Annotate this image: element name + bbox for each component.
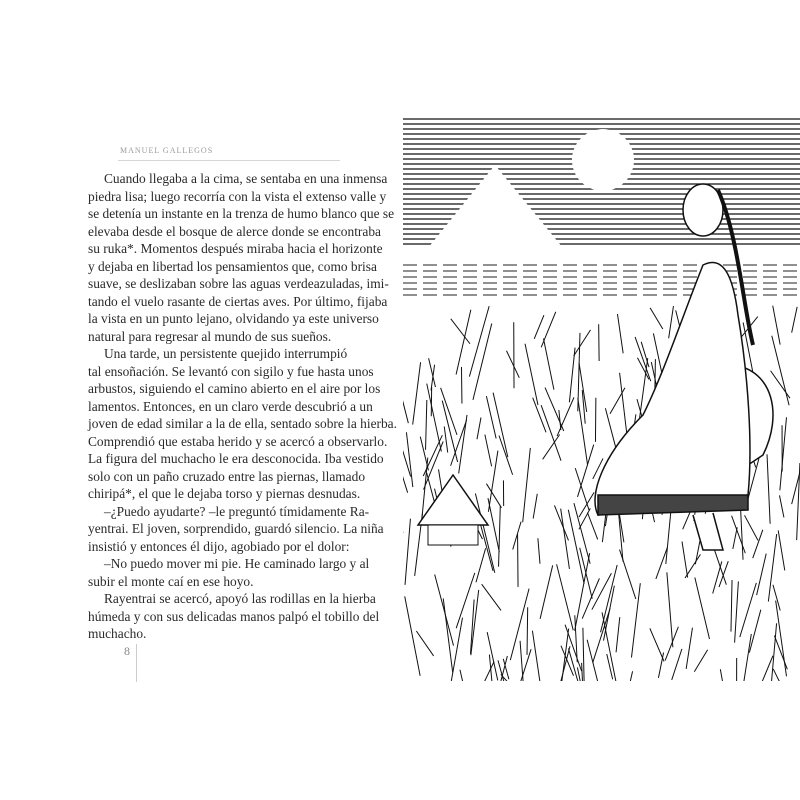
text-line: Cuando llegaba a la cima, se sentaba en una inmensa [104, 171, 388, 186]
text-line: chiripá*, el que le dejaba torso y piernas desnudas. [88, 486, 361, 501]
text-line: la vista en un punto lejano, olvidando ya este universo [88, 311, 379, 326]
text-line: –No puedo mover mi pie. He caminado largo y al [104, 556, 370, 571]
paragraph [88, 170, 395, 345]
header-rule [118, 160, 340, 161]
text-line: Rayentrai se acercó, apoyó las rodillas en la hierba [104, 591, 376, 606]
text-line: tal ensoñación. Se levantó con sigilo y fue hasta unos [88, 363, 374, 379]
paragraph [88, 555, 370, 590]
text-line: subir el monte caí en ese hoyo. [88, 573, 254, 589]
page-number: 8 [124, 644, 130, 658]
text-line: muchacho. [88, 626, 147, 641]
body-text [88, 170, 397, 643]
text-line: se detenía un instante en la trenza de humo blanco que se [88, 206, 395, 221]
text-line: su ruka*. Momentos después miraba hacia el horizonte [88, 241, 383, 256]
text-line: joven de edad similar a la de ella, sentado sobre la hierba. [88, 416, 397, 431]
text-line: yentrai. El joven, sorprendido, guardó silencio. La niña [88, 521, 384, 536]
page-number-rule [136, 644, 137, 682]
text-line: insistió y entonces él dijo, agobiado por el dolor: [88, 538, 350, 554]
text-line: suave, se deslizaban sobre las aguas verdeazuladas, imi- [88, 276, 389, 291]
text-line: lamentos. Entonces, en un claro verde descubrió a un [88, 398, 373, 414]
paragraph [88, 590, 380, 643]
text-line: piedra lisa; luego recorría con la vista el extenso valle y [88, 188, 387, 204]
sun [572, 129, 634, 191]
text-line: y dejaba en libertad los pensamientos que, como brisa [88, 258, 377, 274]
text-line: húmeda y con sus delicadas manos palpó el tobillo del [88, 608, 380, 624]
text-line: natural para regresar al mundo de sus sueños. [88, 328, 332, 344]
text-line: –¿Puedo ayudarte? –le preguntó tímidamente Ra- [104, 503, 370, 519]
illustration-woman-seated-in-grass [403, 115, 800, 681]
text-line: arbustos, siguiendo el camino abierto en el aire por los [88, 381, 381, 396]
text-line: solo con un paño cruzado entre las piernas, llamado [88, 468, 366, 484]
text-line: elevaba desde el bosque de alerce donde se encontraba [88, 223, 381, 239]
running-header-author: MANUEL GALLEGOS [120, 146, 214, 155]
text-line: tando el vuelo rasante de ciertas aves. Por último, fijaba [88, 293, 388, 309]
text-line: Una tarde, un persistente quejido interrumpió [104, 346, 348, 361]
text-line: La figura del muchacho le era desconocida. Iba vestido [88, 451, 384, 466]
paragraph [88, 503, 384, 556]
mountain [428, 165, 563, 248]
paragraph [88, 345, 397, 503]
text-line: Comprendió que estaba herido y se acercó a observarlo. [88, 433, 388, 449]
